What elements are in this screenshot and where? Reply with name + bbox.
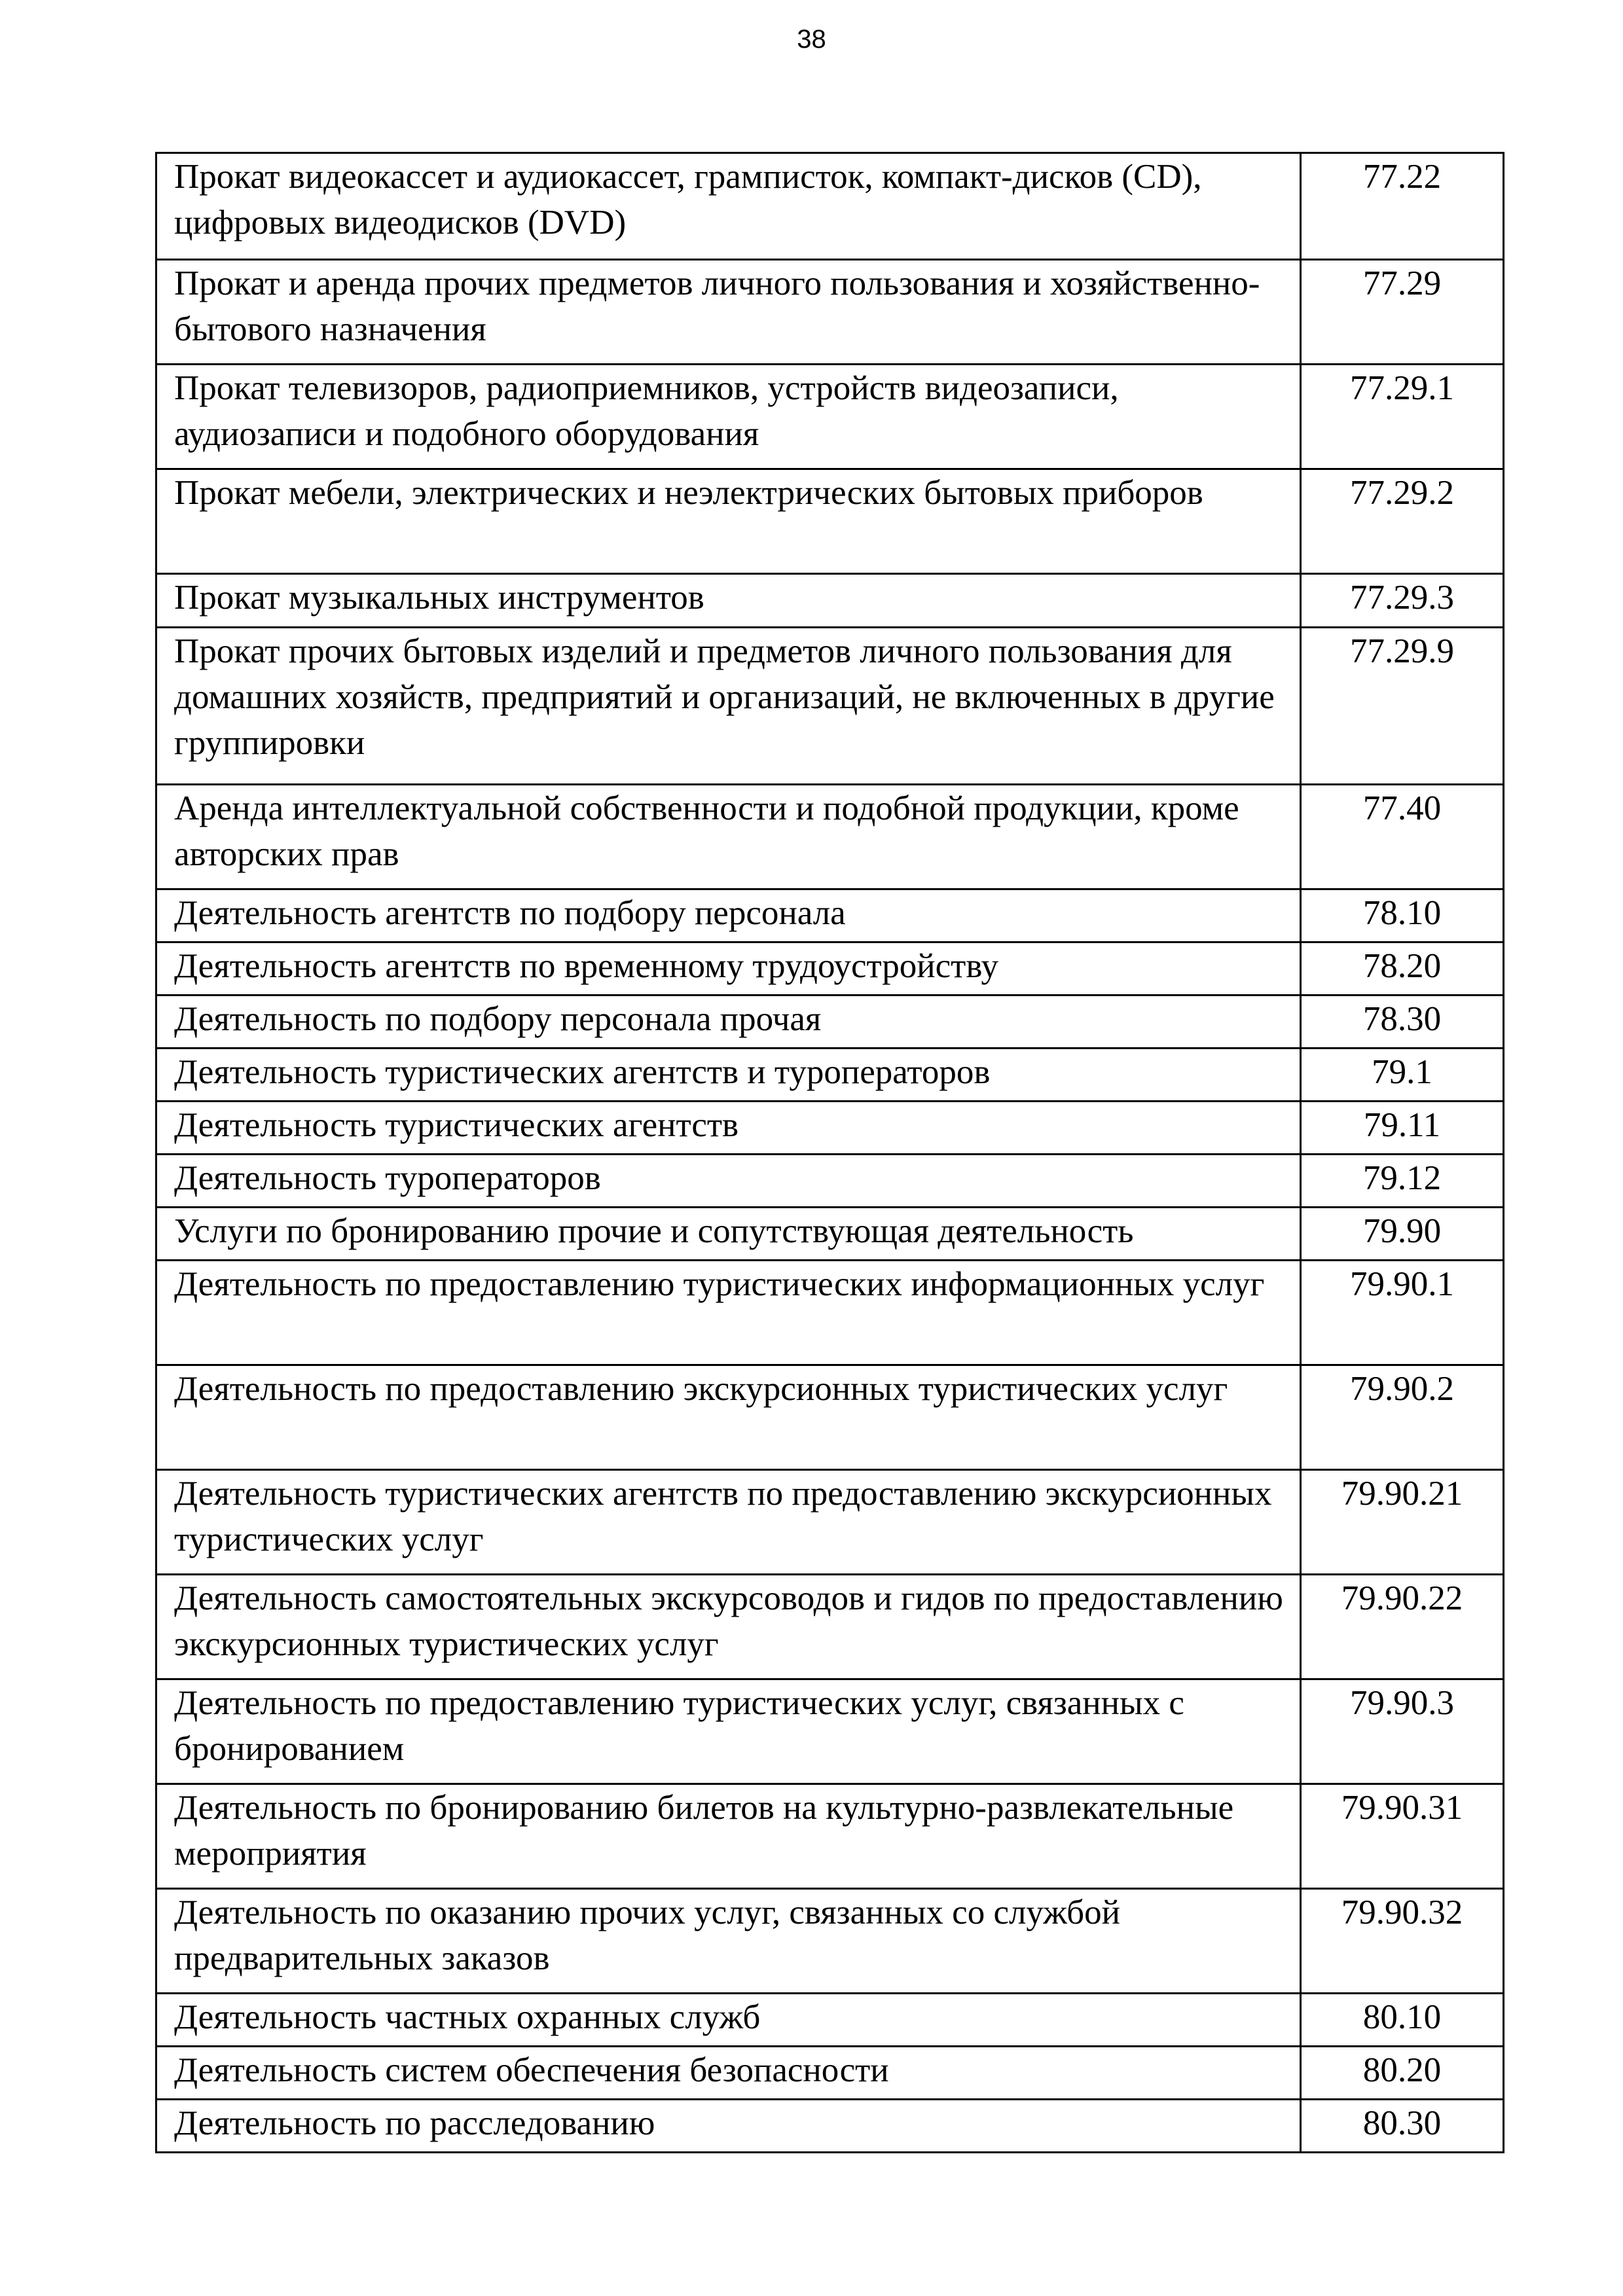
activity-name: Деятельность по предоставлению туристических услуг, связанных с бронированием <box>156 1679 1301 1784</box>
activity-name: Деятельность агентств по подбору персонала <box>156 889 1301 942</box>
activity-name: Прокат прочих бытовых изделий и предметов личного пользования для домашних хозяйств, предприятий и организаций, не включенных в другие группировки <box>156 628 1301 785</box>
table-row <box>156 942 1504 996</box>
table-row <box>156 1470 1504 1575</box>
activity-name: Деятельность туристических агентств по предоставлению экскурсионных туристических услуг <box>156 1470 1301 1575</box>
table-row <box>156 1679 1504 1784</box>
table-row <box>156 1049 1504 1102</box>
activity-code: 77.22 <box>1301 153 1504 260</box>
activity-name: Деятельность по подбору персонала прочая <box>156 996 1301 1049</box>
table-row <box>156 996 1504 1049</box>
table-row <box>156 785 1504 889</box>
activity-name: Деятельность по расследованию <box>156 2100 1301 2153</box>
activity-name: Услуги по бронированию прочие и сопутствующая деятельность <box>156 1208 1301 1261</box>
activity-name: Деятельность по предоставлению туристических информационных услуг <box>156 1261 1301 1365</box>
table-row <box>156 1261 1504 1365</box>
activity-code: 77.29.2 <box>1301 469 1504 574</box>
activity-name: Деятельность агентств по временному трудоустройству <box>156 942 1301 996</box>
activity-code: 78.20 <box>1301 942 1504 996</box>
table-row <box>156 1889 1504 1994</box>
table-row <box>156 2100 1504 2153</box>
table-row <box>156 628 1504 785</box>
activity-code: 79.90.2 <box>1301 1365 1504 1470</box>
activity-code: 77.29.9 <box>1301 628 1504 785</box>
activity-name: Прокат и аренда прочих предметов личного пользования и хозяйственно-бытового назначения <box>156 260 1301 365</box>
page-number: 38 <box>797 25 826 54</box>
activity-name: Деятельность туристических агентств и туроператоров <box>156 1049 1301 1102</box>
activity-name: Прокат мебели, электрических и неэлектрических бытовых приборов <box>156 469 1301 574</box>
activity-code: 78.30 <box>1301 996 1504 1049</box>
table-row <box>156 1155 1504 1208</box>
activity-name: Деятельность систем обеспечения безопасности <box>156 2047 1301 2100</box>
activity-code: 79.90.32 <box>1301 1889 1504 1994</box>
activity-code: 79.90 <box>1301 1208 1504 1261</box>
table-row <box>156 574 1504 628</box>
table-row <box>156 889 1504 942</box>
activity-name: Деятельность туристических агентств <box>156 1102 1301 1155</box>
table-row <box>156 1575 1504 1679</box>
table-row <box>156 1365 1504 1470</box>
activity-code: 79.12 <box>1301 1155 1504 1208</box>
activity-code: 77.40 <box>1301 785 1504 889</box>
activity-name: Деятельность по бронированию билетов на культурно-развлекательные мероприятия <box>156 1784 1301 1889</box>
activity-name: Деятельность частных охранных служб <box>156 1994 1301 2047</box>
activity-name: Прокат телевизоров, радиоприемников, устройств видеозаписи, аудиозаписи и подобного оборудования <box>156 365 1301 469</box>
activity-name: Деятельность по оказанию прочих услуг, связанных со службой предварительных заказов <box>156 1889 1301 1994</box>
activity-name: Деятельность туроператоров <box>156 1155 1301 1208</box>
activity-code: 77.29.3 <box>1301 574 1504 628</box>
table-row <box>156 1102 1504 1155</box>
activity-code: 79.90.1 <box>1301 1261 1504 1365</box>
activity-name: Деятельность по предоставлению экскурсионных туристических услуг <box>156 1365 1301 1470</box>
table-row <box>156 1784 1504 1889</box>
activity-code: 77.29 <box>1301 260 1504 365</box>
activity-code: 79.90.3 <box>1301 1679 1504 1784</box>
okved-table <box>155 152 1504 2153</box>
table-row <box>156 260 1504 365</box>
activity-code: 80.10 <box>1301 1994 1504 2047</box>
activity-name: Деятельность самостоятельных экскурсоводов и гидов по предоставлению экскурсионных туристических услуг <box>156 1575 1301 1679</box>
table-row <box>156 153 1504 260</box>
activity-code: 79.90.22 <box>1301 1575 1504 1679</box>
activity-code: 79.90.21 <box>1301 1470 1504 1575</box>
activity-name: Прокат видеокассет и аудиокассет, грамписток, компакт-дисков (CD), цифровых видеодисков (DVD) <box>156 153 1301 260</box>
activity-code: 80.30 <box>1301 2100 1504 2153</box>
activity-code: 79.90.31 <box>1301 1784 1504 1889</box>
activity-code: 79.1 <box>1301 1049 1504 1102</box>
table-row <box>156 1208 1504 1261</box>
activity-code: 80.20 <box>1301 2047 1504 2100</box>
table-row <box>156 365 1504 469</box>
table-row <box>156 1994 1504 2047</box>
activity-code: 77.29.1 <box>1301 365 1504 469</box>
activity-name: Аренда интеллектуальной собственности и подобной продукции, кроме авторских прав <box>156 785 1301 889</box>
activity-name: Прокат музыкальных инструментов <box>156 574 1301 628</box>
table-row <box>156 2047 1504 2100</box>
activity-code: 78.10 <box>1301 889 1504 942</box>
activity-code: 79.11 <box>1301 1102 1504 1155</box>
table-row <box>156 469 1504 574</box>
